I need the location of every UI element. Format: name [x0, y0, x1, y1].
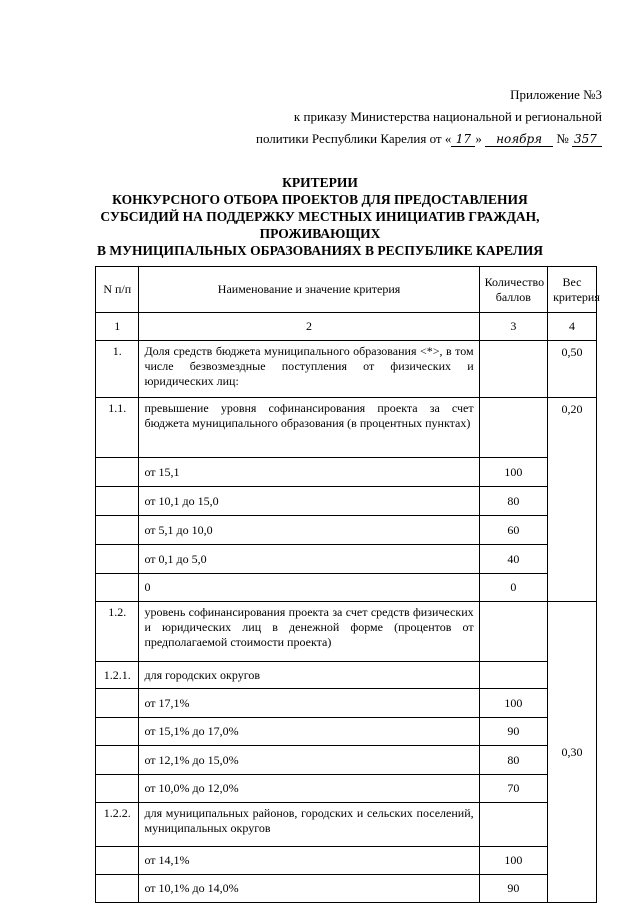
table-row	[96, 545, 597, 574]
title-line: В МУНИЦИПАЛЬНЫХ ОБРАЗОВАНИЯХ В РЕСПУБЛИКЕ КАРЕЛИЯ	[97, 243, 543, 258]
row-num	[96, 516, 139, 545]
title-line: КРИТЕРИИ	[282, 175, 358, 190]
row-num	[96, 875, 139, 903]
row-score: 100	[479, 458, 547, 487]
row-num	[96, 689, 139, 718]
row-score: 70	[479, 775, 547, 803]
row-score: 40	[479, 545, 547, 574]
row-score: 60	[479, 516, 547, 545]
row-text: уровень софинансирования проекта за счет средств физических и юридических лиц в денежной форме (процентов от предполагаемой стоимости проекта)	[139, 602, 479, 662]
title-line: КОНКУРСНОГО ОТБОРА ПРОЕКТОВ ДЛЯ ПРЕДОСТАВЛЕНИЯ	[112, 192, 528, 207]
row-num: 1.2.2.	[96, 803, 139, 847]
row-weight: 0,50	[548, 341, 597, 398]
row-num	[96, 718, 139, 746]
row-text: от 5,1 до 10,0	[139, 516, 479, 545]
row-score: 80	[479, 487, 547, 516]
row-text: Доля средств бюджета муниципального образования <*>, в том числе безвозмездные поступления от физических и юридических лиц:	[139, 341, 479, 398]
row-text: от 15,1% до 17,0%	[139, 718, 479, 746]
row-num	[96, 847, 139, 875]
row-weight: 0,30	[548, 602, 597, 903]
column-number-row	[96, 313, 597, 341]
row-num: 1.2.	[96, 602, 139, 662]
handwritten-order-number: 357	[572, 132, 602, 147]
colnum-cell: 3	[479, 313, 547, 341]
header-score: Количество баллов	[479, 267, 547, 313]
row-text: от 12,1% до 15,0%	[139, 746, 479, 775]
row-score: 0	[479, 574, 547, 602]
table-row	[96, 341, 597, 398]
row-num	[96, 574, 139, 602]
appendix-number: Приложение №3	[510, 87, 602, 102]
colnum-cell: 2	[139, 313, 479, 341]
table-row	[96, 875, 597, 903]
header-weight: Вес критерия	[548, 267, 597, 313]
appendix-order-line: к приказу Министерства национальной и региональной	[293, 109, 602, 124]
table-row	[96, 398, 597, 458]
row-score	[479, 662, 547, 689]
appendix-header	[242, 84, 602, 150]
table-row	[96, 516, 597, 545]
row-score: 100	[479, 847, 547, 875]
row-text: от 10,1% до 14,0%	[139, 875, 479, 903]
table-row	[96, 775, 597, 803]
handwritten-date: 17	[451, 132, 475, 147]
row-text: от 15,1	[139, 458, 479, 487]
table-row	[96, 487, 597, 516]
table-row	[96, 662, 597, 689]
table-row	[96, 574, 597, 602]
row-text: от 17,1%	[139, 689, 479, 718]
title-line: ПРОЖИВАЮЩИХ	[259, 226, 381, 241]
document-title	[80, 174, 560, 259]
colnum-cell: 4	[548, 313, 597, 341]
row-num	[96, 487, 139, 516]
table-header-row	[96, 267, 597, 313]
table-row	[96, 602, 597, 662]
row-num	[96, 775, 139, 803]
row-score	[479, 398, 547, 458]
row-score: 100	[479, 689, 547, 718]
row-score: 90	[479, 875, 547, 903]
row-num	[96, 458, 139, 487]
row-num: 1.1.	[96, 398, 139, 458]
row-num: 1.	[96, 341, 139, 398]
table-row	[96, 847, 597, 875]
row-text: от 0,1 до 5,0	[139, 545, 479, 574]
header-name: Наименование и значение критерия	[139, 267, 479, 313]
table-row	[96, 803, 597, 847]
row-text: от 10,0% до 12,0%	[139, 775, 479, 803]
row-num	[96, 545, 139, 574]
appendix-date-quote: »	[475, 131, 482, 146]
title-line: СУБСИДИЙ НА ПОДДЕРЖКУ МЕСТНЫХ ИНИЦИАТИВ ГРАЖДАН,	[100, 209, 540, 224]
row-num: 1.2.1.	[96, 662, 139, 689]
handwritten-month: ноября	[485, 132, 553, 147]
criteria-table	[95, 266, 600, 903]
table-row	[96, 689, 597, 718]
appendix-date-line	[242, 128, 602, 150]
row-text: от 14,1%	[139, 847, 479, 875]
row-score: 90	[479, 718, 547, 746]
header-num: N п/п	[96, 267, 139, 313]
appendix-number-label: №	[556, 131, 569, 146]
row-text: от 10,1 до 15,0	[139, 487, 479, 516]
row-text: для городских округов	[139, 662, 479, 689]
row-text: для муниципальных районов, городских и сельских поселений, муниципальных округов	[139, 803, 479, 847]
table-row	[96, 458, 597, 487]
table-row	[96, 718, 597, 746]
row-num	[96, 746, 139, 775]
row-text: 0	[139, 574, 479, 602]
row-weight: 0,20	[548, 398, 597, 602]
row-score	[479, 803, 547, 847]
row-text: превышение уровня софинансирования проекта за счет бюджета муниципального образования (в процентных пунктах)	[139, 398, 479, 458]
row-score: 80	[479, 746, 547, 775]
appendix-date-prefix: политики Республики Карелия от «	[256, 131, 452, 146]
colnum-cell: 1	[96, 313, 139, 341]
row-score	[479, 341, 547, 398]
row-score	[479, 602, 547, 662]
table-row	[96, 746, 597, 775]
